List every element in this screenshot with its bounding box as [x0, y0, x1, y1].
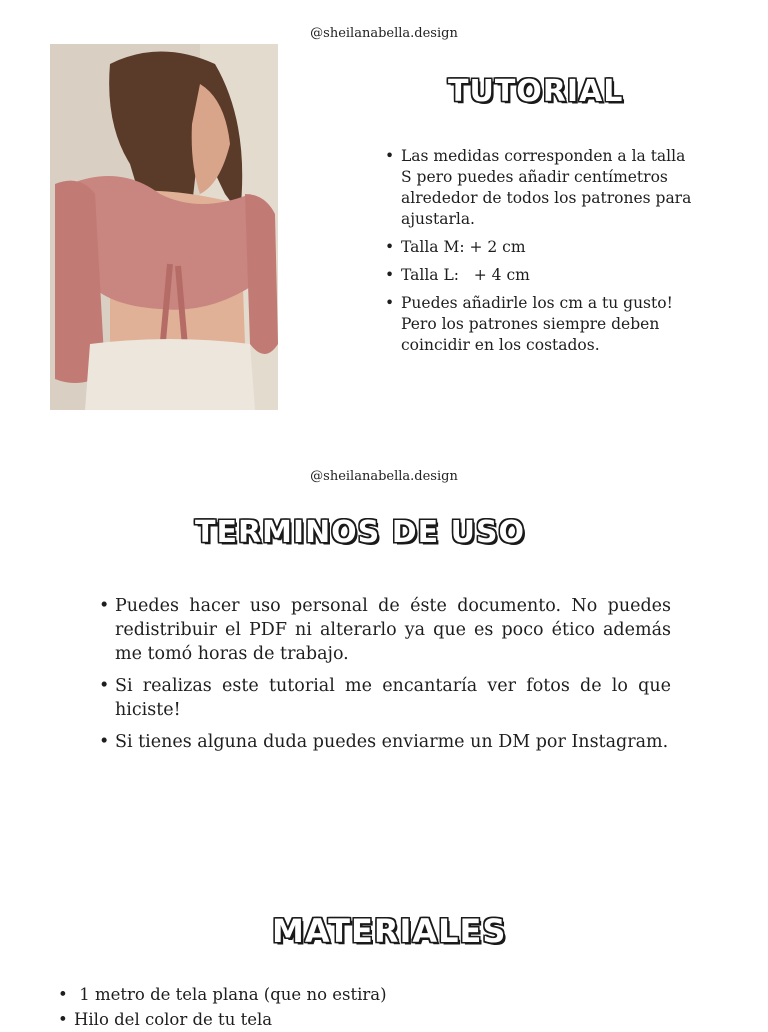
- list-item: • Talla L: + 4 cm: [385, 265, 700, 286]
- tutorial-title: TUTORIAL: [448, 74, 624, 109]
- terms-list: [99, 594, 671, 762]
- model-photo: [50, 44, 278, 410]
- list-item: • Puedes añadirle los cm a tu gusto! Pero los patrones siempre deben coincidir en los costados.: [385, 293, 700, 356]
- instagram-handle: @sheilanabella.design: [310, 26, 458, 41]
- instagram-handle-2: @sheilanabella.design: [310, 469, 458, 484]
- list-item: • Si realizas este tutorial me encantaría ver fotos de lo que hiciste!: [99, 674, 671, 722]
- list-item: • Puedes hacer uso personal de éste documento. No puedes redistribuir el PDF ni alterarlo ya que es poco ético además me tomó horas de trabajo.: [99, 594, 671, 666]
- list-item: • Hilo del color de tu tela: [58, 1007, 658, 1032]
- list-item: • Si tienes alguna duda puedes enviarme un DM por Instagram.: [99, 730, 671, 754]
- list-item: • 1 metro de tela plana (que no estira): [58, 982, 658, 1007]
- materials-list: [58, 982, 658, 1032]
- tutorial-notes-list: [385, 146, 700, 363]
- terms-title: TERMINOS DE USO: [195, 515, 526, 550]
- materials-title: MATERIALES: [272, 912, 507, 950]
- model-photo-illustration: [50, 44, 278, 410]
- list-item: • Talla M: + 2 cm: [385, 237, 700, 258]
- list-item: • Las medidas corresponden a la talla S pero puedes añadir centímetros alrededor de todos los patrones para ajustarla.: [385, 146, 700, 230]
